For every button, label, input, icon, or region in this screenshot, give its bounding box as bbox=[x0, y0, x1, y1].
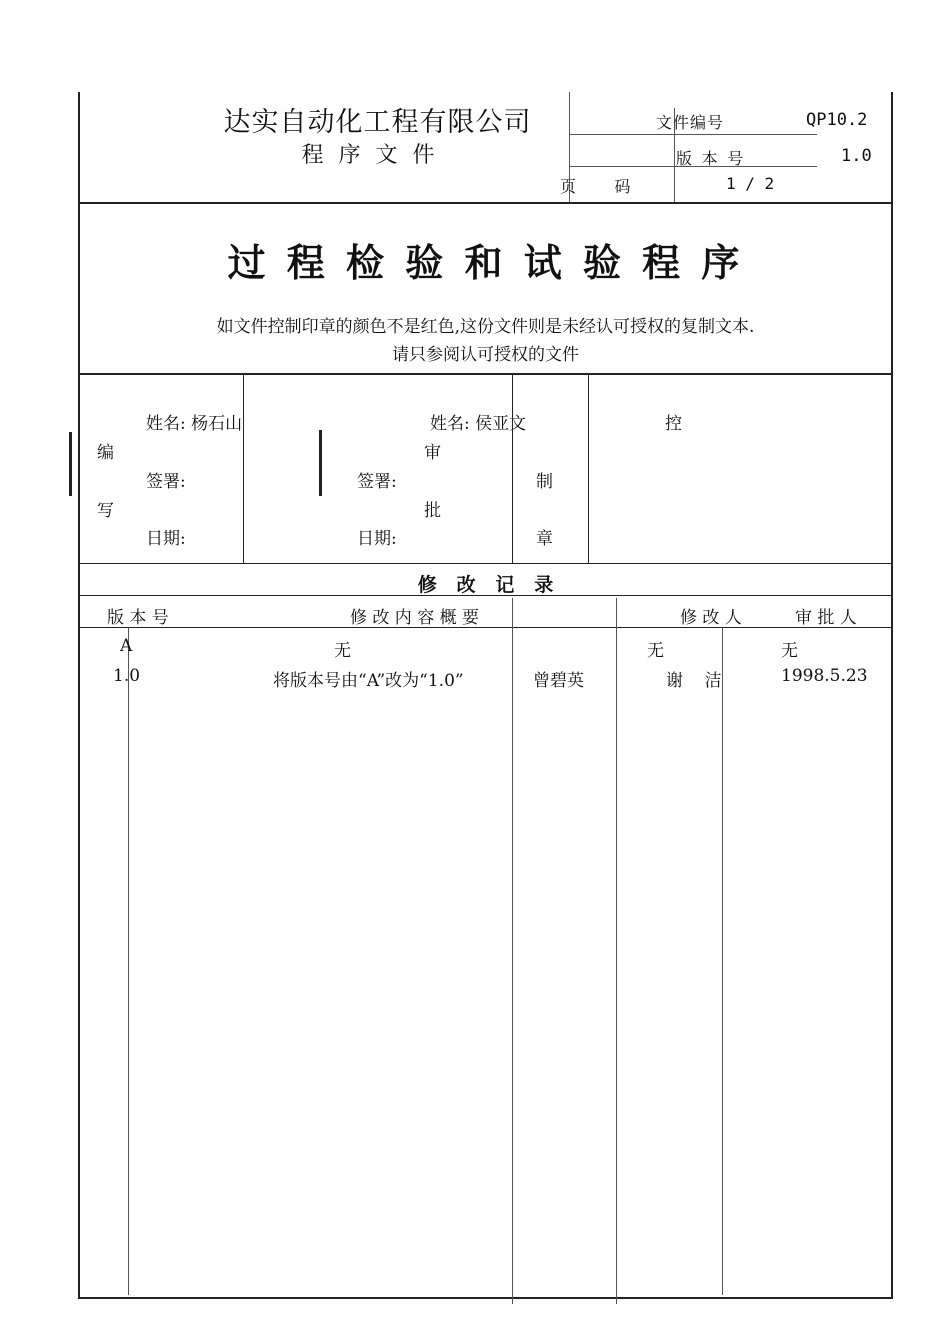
title-bottom-line bbox=[78, 373, 893, 375]
table-row-content: 将版本号由“A”改为“1.0” bbox=[273, 671, 464, 691]
page-label: 页 码 bbox=[560, 177, 631, 196]
sign-divider bbox=[243, 373, 244, 563]
reviewer-side-label-top: 审 bbox=[424, 443, 441, 463]
revision-header-version: 版 本 号 bbox=[107, 608, 169, 628]
author-date: 日期: bbox=[146, 529, 186, 549]
document-type: 程 序 文 件 bbox=[301, 143, 439, 168]
company-name: 达实自动化工程有限公司 bbox=[223, 107, 532, 138]
margin-mark bbox=[69, 432, 72, 496]
file-number-label: 文件编号 bbox=[656, 113, 725, 132]
reviewer-side-label-bottom: 批 bbox=[424, 501, 441, 521]
revision-column-divider bbox=[128, 627, 129, 1295]
version-value: 1.0 bbox=[841, 146, 872, 166]
sign-divider bbox=[512, 373, 513, 563]
file-number-value: QP10.2 bbox=[806, 110, 868, 130]
margin-mark bbox=[319, 430, 322, 496]
table-row-approver: 1998.5.23 bbox=[781, 666, 868, 686]
revision-header-line bbox=[78, 627, 893, 628]
page-number: 1 / 2 bbox=[726, 174, 775, 193]
revision-title-line bbox=[78, 595, 893, 596]
revision-header-modifier: 修 改 人 bbox=[680, 608, 742, 628]
author-side-label-bottom: 写 bbox=[97, 501, 114, 521]
control-seal-char: 制 bbox=[536, 472, 553, 492]
table-row-modifier: 无 bbox=[647, 641, 664, 661]
author-signature: 签署: bbox=[146, 472, 186, 492]
revision-section-title: 修 改 记 录 bbox=[417, 574, 554, 596]
header-row-line bbox=[569, 134, 817, 135]
table-row-approver: 无 bbox=[781, 641, 798, 661]
header-bottom-line bbox=[78, 202, 893, 204]
table-row-modifier: 谢 洁 bbox=[666, 671, 722, 691]
reviewer-date: 日期: bbox=[357, 529, 397, 549]
notice-line-2: 请只参阅认可授权的文件 bbox=[392, 345, 579, 365]
revision-column-divider bbox=[616, 598, 617, 1304]
table-row-version: 1.0 bbox=[113, 666, 141, 686]
author-side-label-top: 编 bbox=[97, 443, 114, 463]
sign-bottom-line bbox=[78, 563, 893, 564]
revision-header-content: 修 改 内 容 概 要 bbox=[350, 608, 480, 628]
version-label: 版 本 号 bbox=[676, 149, 744, 168]
table-row-version: A bbox=[120, 636, 133, 656]
control-seal-char: 章 bbox=[536, 529, 553, 549]
reviewer-signature: 签署: bbox=[357, 472, 397, 492]
frame-bottom-border bbox=[78, 1297, 893, 1299]
revision-column-divider bbox=[722, 627, 723, 1295]
notice-line-1: 如文件控制印章的颜色不是红色,这份文件则是未经认可授权的复制文本. bbox=[216, 317, 755, 337]
reviewer-name: 姓名: 侯亚文 bbox=[430, 414, 527, 434]
author-name: 姓名: 杨石山 bbox=[146, 414, 243, 434]
document-title: 过 程 检 验 和 试 验 程 序 bbox=[227, 241, 744, 285]
control-seal-char: 控 bbox=[665, 414, 682, 434]
revision-header-approver: 审 批 人 bbox=[795, 608, 857, 628]
table-row-content: 无 bbox=[334, 641, 351, 661]
table-row-person: 曾碧英 bbox=[533, 671, 584, 691]
sign-divider bbox=[588, 373, 589, 563]
revision-column-divider bbox=[512, 598, 513, 1304]
